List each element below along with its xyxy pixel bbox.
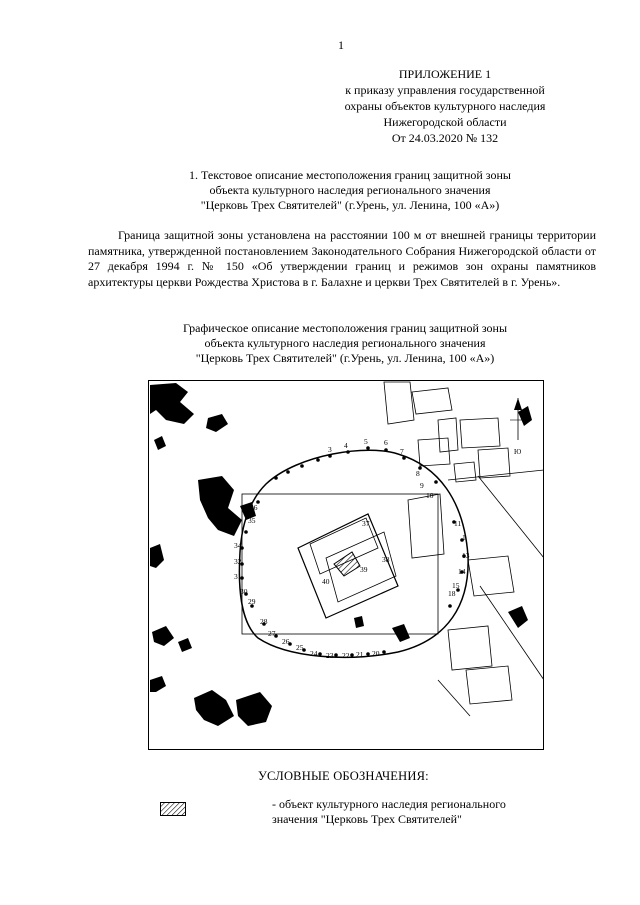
- section1-title-line: "Церковь Трех Святителей" (г.Урень, ул. Ленина, 100 «А»): [200, 198, 500, 212]
- section1-title-line: 1. Текстовое описание местоположения границ защитной зоны: [189, 168, 511, 182]
- point-label: 13: [462, 551, 470, 560]
- point-label: 3: [328, 445, 332, 454]
- legend-item-line: - объект культурного наследия регионального: [272, 797, 506, 811]
- point-label: 30: [240, 587, 248, 596]
- page-number: 1: [338, 38, 344, 52]
- point-label: 38: [382, 555, 390, 564]
- point-label: 4: [344, 441, 348, 450]
- appendix-header: [330, 66, 560, 146]
- point-label: 35: [248, 516, 256, 525]
- point-label: 25: [296, 643, 304, 652]
- point-label: 32: [234, 557, 242, 566]
- section1-title: [100, 168, 600, 213]
- point-label: 20: [372, 649, 380, 658]
- point-label: 7: [400, 447, 404, 456]
- point-label: 26: [282, 637, 290, 646]
- boundary-map: [148, 380, 544, 750]
- point-label: 14: [458, 567, 466, 576]
- point-label: 9: [420, 481, 424, 490]
- point-label: 21: [356, 650, 364, 659]
- north-label: Ю: [514, 448, 522, 456]
- appendix-line: От 24.03.2020 № 132: [391, 131, 499, 145]
- point-label: 24: [310, 649, 318, 658]
- point-label: 11: [454, 519, 462, 528]
- legend-title: УСЛОВНЫЕ ОБОЗНАЧЕНИЯ:: [258, 769, 429, 783]
- point-label: 5: [364, 437, 368, 446]
- legend-hatch-swatch: [160, 802, 186, 816]
- point-label: 18: [448, 589, 456, 598]
- appendix-line: к приказу управления государственной: [345, 83, 545, 97]
- point-label: 6: [384, 438, 388, 447]
- point-label: 1: [462, 533, 466, 542]
- point-label: 22: [342, 651, 350, 660]
- point-label: 39: [360, 565, 368, 574]
- legend-item-line: значения "Церковь Трех Святителей": [272, 812, 462, 826]
- point-label: 27: [268, 629, 276, 638]
- point-label: 23: [326, 651, 334, 660]
- appendix-line: Нижегородской области: [383, 115, 507, 129]
- point-label: 15: [452, 581, 460, 590]
- section2-title-line: Графическое описание местоположения границ защитной зоны: [182, 321, 508, 335]
- legend-item-text: [272, 797, 572, 827]
- point-label: 34: [234, 541, 242, 550]
- point-label: 37: [362, 519, 370, 528]
- section2-title-line: объекта культурного наследия регионального значения: [204, 336, 486, 350]
- appendix-line: ПРИЛОЖЕНИЕ 1: [398, 67, 492, 81]
- section2-title: [95, 321, 595, 366]
- section1-paragraph: Граница защитной зоны установлена на расстоянии 100 м от внешней границы территории памятника, утвержденной постановлением Законодательного Собрания Нижегородской области от 27 декабря 1994 г. № 150 «Об утверждении границ и режимов зон охраны памятников архитектуры церкви Рождества Христова в г. Балахне и церкви Трех Святителей в г. Урень».: [88, 228, 596, 289]
- point-label: 40: [322, 577, 330, 586]
- point-label: 29: [248, 597, 256, 606]
- point-label: 16: [250, 503, 258, 512]
- section1-title-line: объекта культурного наследия регионального значения: [209, 183, 491, 197]
- point-label: 8: [416, 469, 420, 478]
- point-label: 28: [260, 617, 268, 626]
- point-label: 31: [234, 572, 242, 581]
- appendix-line: охраны объектов культурного наследия: [344, 99, 546, 113]
- section2-title-line: "Церковь Трех Святителей" (г.Урень, ул. Ленина, 100 «А»): [195, 351, 495, 365]
- point-label: 10: [426, 491, 434, 500]
